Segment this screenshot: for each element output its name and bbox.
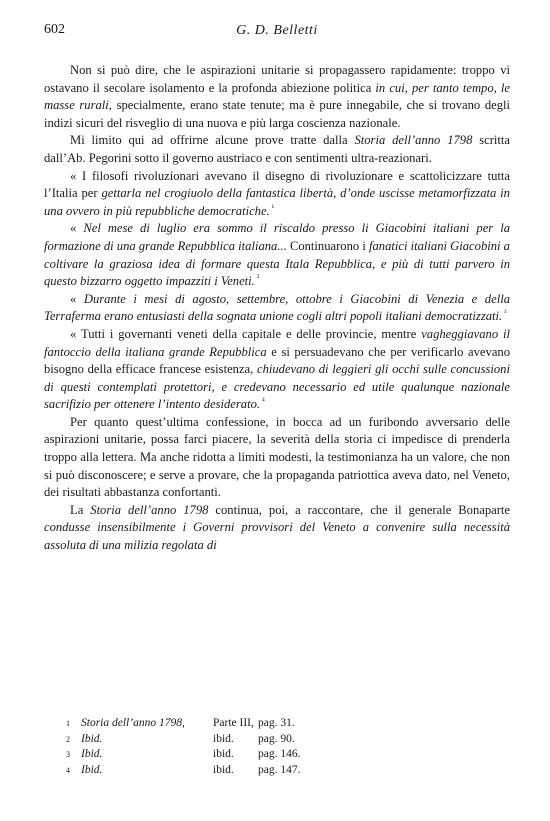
- footnote: [66, 732, 510, 748]
- footnote-source: Storia dell’anno 1798,: [81, 717, 185, 729]
- text-run: Durante i mesi di agosto, settembre, ottobre i Giacobini di Venezia e della Terraferma erano entusiasti della sognata unione cogli altri popoli italiani democratizzati.: [44, 291, 510, 324]
- footnote-ref: ¹: [269, 202, 275, 212]
- footnote-page: pag. 90.: [258, 732, 295, 745]
- footnote: [66, 763, 510, 779]
- text-run: vagheggiavano il fantoccio della italiana grande Repubblica: [44, 326, 510, 359]
- page-number: 602: [44, 22, 65, 37]
- body-paragraph: [44, 220, 510, 290]
- footnote-ref: ²: [254, 272, 260, 282]
- text-run: La: [70, 502, 91, 517]
- text-run: Non si può dire, che le aspirazioni unitarie si propagassero rapidamente: troppo vi ostavano il secolare isolamento e la profonda abiezione politica: [44, 63, 510, 95]
- text-run: gettarla nel crogiuolo della fantastica libertà, d’onde uscisse metamorfizzata in una ovvero in più repubbliche democratiche.: [44, 186, 510, 218]
- text-run: Continuarono i: [289, 238, 369, 253]
- text-run: e si persuadevano che per verificarlo avevano bisogno della efficace francese esistenza,: [44, 344, 511, 377]
- body-paragraph: [44, 62, 510, 132]
- text-run: Mi limito qui ad offrirne alcune prove tratte dalla: [70, 133, 355, 148]
- text-run: condusse insensibilmente i Governi provvisori del Veneto a convenire sulla necessità assoluta di una milizia regolata di: [44, 520, 510, 553]
- footnote-num: 3: [66, 750, 70, 759]
- footnote-ref: ³: [502, 308, 507, 318]
- body-paragraph: [44, 502, 510, 555]
- footnote-num: 4: [66, 765, 70, 775]
- footnote-num: 2: [66, 734, 70, 744]
- page-body: [44, 62, 510, 555]
- footnote-part: ibid.: [213, 732, 234, 745]
- text-run: scritta dall’Ab. Pegorini sotto il governo austriaco e con sentimenti ultra-reazionari.: [44, 133, 511, 165]
- page-header: [44, 22, 510, 52]
- footnotes: [66, 716, 510, 778]
- footnote: [66, 747, 510, 763]
- running-title: G. D. Belletti: [236, 23, 318, 38]
- footnote-part: Parte III,: [213, 717, 254, 729]
- text-run: in cui, per tanto tempo, le masse rurali,: [44, 80, 510, 113]
- footnote-source: Ibid.: [81, 763, 103, 776]
- footnote-part: ibid.: [213, 748, 234, 760]
- text-run: «: [70, 221, 84, 236]
- body-paragraph: [44, 291, 510, 326]
- body-paragraph: [44, 132, 510, 167]
- footnote: [66, 716, 510, 732]
- text-run: «: [70, 291, 84, 306]
- text-run: Storia dell’anno 1798: [354, 133, 473, 148]
- footnote-page: pag. 146.: [258, 748, 301, 760]
- body-paragraph: [44, 414, 510, 502]
- footnote-page: pag. 31.: [258, 717, 295, 729]
- text-run: fanatici italiani Giacobini a coltivare la graziosa idea di formare questa Itala Repubblica, e più di tutti parvero in questo bizzarro oggetto impazziti i Veneti.: [44, 238, 510, 289]
- footnote-source: Ibid.: [81, 732, 103, 745]
- footnote-part: ibid.: [213, 763, 234, 776]
- footnote-page: pag. 147.: [258, 763, 301, 776]
- footnote-ref: ⁴: [260, 396, 265, 406]
- body-paragraph: [44, 326, 510, 414]
- text-run: Nel mese di luglio era sommo il riscaldo presso li Giacobini italiani per la formazione di una grande Repubblica italiana...: [44, 221, 510, 253]
- footnote-source: Ibid.: [81, 748, 103, 760]
- text-run: Storia dell’anno 1798: [90, 502, 209, 517]
- footnote-num: 1: [66, 719, 70, 728]
- text-run: « Tutti i governanti veneti della capitale e delle provincie, mentre: [70, 326, 422, 341]
- text-run: « I filosofi rivoluzionari avevano il disegno di rivoluzionare e scattolicizzare tutta l’Italia per: [44, 168, 510, 201]
- text-run: chiudevano di leggieri gli occhi sulle concussioni di questi contemplati protettori, e credevano necessario ed utile qualunque nazionale sacrifizio per ottenere l’intento desiderato.: [44, 362, 510, 412]
- text-run: continua, poi, a raccontare, che il generale Bonaparte: [208, 502, 511, 517]
- body-paragraph: [44, 168, 510, 221]
- text-run: Per quanto quest’ultima confessione, in bocca ad un furibondo avversario delle aspirazioni unitarie, possa farci piacere, la severità della storia ci impedisce di prenderla troppo alla lettera. Ma anche ridotta a limiti modesti, la testimonianza ha un valore, che non si può disconoscere; e serve a provare, che la propaganda patriottica aveva dato, nel Veneto, dei risultati abbastanza confortanti.: [44, 414, 510, 500]
- text-run: specialmente, erano state tenute; ma è pure innegabile, che si trovano degli indizi sicuri del risveglio di una nuova e più larga coscienza nazionale.: [44, 98, 510, 130]
